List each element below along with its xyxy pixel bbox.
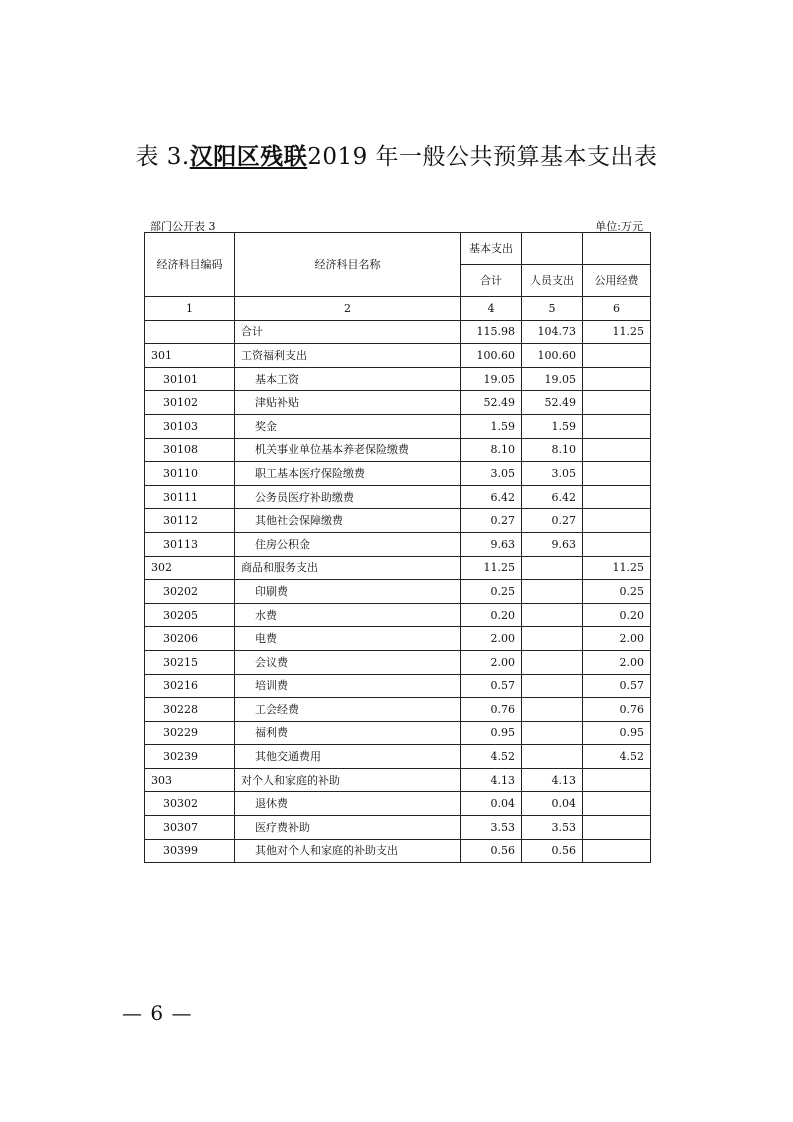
row-total: 1.59 bbox=[461, 414, 522, 438]
header-total: 合计 bbox=[461, 265, 522, 297]
title-org: 汉阳区残联 bbox=[189, 143, 308, 170]
row-total: 52.49 bbox=[461, 391, 522, 415]
row-total: 3.53 bbox=[461, 816, 522, 840]
row-public bbox=[583, 792, 651, 816]
row-personnel: 6.42 bbox=[522, 485, 583, 509]
row-public: 4.52 bbox=[583, 745, 651, 769]
row-personnel bbox=[522, 556, 583, 580]
col-num: 1 bbox=[145, 297, 235, 321]
row-code: 30101 bbox=[145, 367, 235, 391]
row-personnel: 52.49 bbox=[522, 391, 583, 415]
row-personnel bbox=[522, 745, 583, 769]
row-public: 2.00 bbox=[583, 650, 651, 674]
table-row bbox=[145, 839, 651, 863]
row-code: 30103 bbox=[145, 414, 235, 438]
total-personnel: 104.73 bbox=[522, 320, 583, 344]
row-code: 30205 bbox=[145, 603, 235, 627]
row-total: 2.00 bbox=[461, 650, 522, 674]
table-label: 部门公开表 3 bbox=[150, 220, 216, 233]
title-prefix: 表 3. bbox=[135, 144, 190, 170]
header-empty-cell bbox=[583, 233, 651, 265]
header-code: 经济科目编码 bbox=[145, 233, 235, 297]
row-personnel: 9.63 bbox=[522, 532, 583, 556]
col-num: 6 bbox=[583, 297, 651, 321]
row-name: 医疗费补助 bbox=[235, 816, 461, 840]
table-row bbox=[145, 674, 651, 698]
row-personnel bbox=[522, 721, 583, 745]
table-row bbox=[145, 485, 651, 509]
row-code: 30239 bbox=[145, 745, 235, 769]
row-total: 0.20 bbox=[461, 603, 522, 627]
row-total: 0.04 bbox=[461, 792, 522, 816]
row-public bbox=[583, 391, 651, 415]
table-row bbox=[145, 792, 651, 816]
col-num: 4 bbox=[461, 297, 522, 321]
header-personnel: 人员支出 bbox=[522, 265, 583, 297]
row-name: 机关事业单位基本养老保险缴费 bbox=[235, 438, 461, 462]
row-code: 30113 bbox=[145, 532, 235, 556]
row-total: 4.13 bbox=[461, 768, 522, 792]
row-name: 津贴补贴 bbox=[235, 391, 461, 415]
title-suffix: 2019 年一般公共预算基本支出表 bbox=[307, 144, 658, 170]
row-public bbox=[583, 532, 651, 556]
row-name: 对个人和家庭的补助 bbox=[235, 768, 461, 792]
row-name: 工会经费 bbox=[235, 698, 461, 722]
table-row bbox=[145, 627, 651, 651]
row-name: 其他对个人和家庭的补助支出 bbox=[235, 839, 461, 863]
row-total: 9.63 bbox=[461, 532, 522, 556]
row-personnel bbox=[522, 698, 583, 722]
row-public bbox=[583, 768, 651, 792]
total-public: 11.25 bbox=[583, 320, 651, 344]
row-code: 30102 bbox=[145, 391, 235, 415]
row-code: 30111 bbox=[145, 485, 235, 509]
row-code: 30399 bbox=[145, 839, 235, 863]
table-row bbox=[145, 745, 651, 769]
row-personnel: 0.04 bbox=[522, 792, 583, 816]
row-public: 0.95 bbox=[583, 721, 651, 745]
row-personnel: 3.53 bbox=[522, 816, 583, 840]
row-personnel: 4.13 bbox=[522, 768, 583, 792]
row-public: 11.25 bbox=[583, 556, 651, 580]
page-number: — 6 — bbox=[122, 1001, 193, 1025]
row-public bbox=[583, 816, 651, 840]
row-name: 福利费 bbox=[235, 721, 461, 745]
table-row bbox=[145, 462, 651, 486]
row-code: 30206 bbox=[145, 627, 235, 651]
row-public bbox=[583, 462, 651, 486]
row-total: 3.05 bbox=[461, 462, 522, 486]
header-basic: 基本支出 bbox=[461, 233, 522, 265]
row-code: 30108 bbox=[145, 438, 235, 462]
row-public: 2.00 bbox=[583, 627, 651, 651]
row-name: 水费 bbox=[235, 603, 461, 627]
row-code: 303 bbox=[145, 768, 235, 792]
row-name: 商品和服务支出 bbox=[235, 556, 461, 580]
table-row bbox=[145, 650, 651, 674]
total-total: 115.98 bbox=[461, 320, 522, 344]
row-total: 0.27 bbox=[461, 509, 522, 533]
header-row-1 bbox=[145, 233, 651, 265]
row-name: 其他交通费用 bbox=[235, 745, 461, 769]
table-row bbox=[145, 367, 651, 391]
row-name: 印刷费 bbox=[235, 580, 461, 604]
table-row bbox=[145, 580, 651, 604]
table-row bbox=[145, 391, 651, 415]
table-row bbox=[145, 816, 651, 840]
row-total: 4.52 bbox=[461, 745, 522, 769]
table-row bbox=[145, 556, 651, 580]
row-name: 职工基本医疗保险缴费 bbox=[235, 462, 461, 486]
row-code: 30216 bbox=[145, 674, 235, 698]
row-total: 0.76 bbox=[461, 698, 522, 722]
row-name: 基本工资 bbox=[235, 367, 461, 391]
row-total: 6.42 bbox=[461, 485, 522, 509]
col-num: 2 bbox=[235, 297, 461, 321]
row-code: 30215 bbox=[145, 650, 235, 674]
row-name: 会议费 bbox=[235, 650, 461, 674]
row-personnel: 8.10 bbox=[522, 438, 583, 462]
unit-label: 单位:万元 bbox=[595, 220, 643, 233]
total-code bbox=[145, 320, 235, 344]
row-code: 301 bbox=[145, 344, 235, 368]
row-code: 30228 bbox=[145, 698, 235, 722]
table-row bbox=[145, 698, 651, 722]
row-personnel: 1.59 bbox=[522, 414, 583, 438]
header-empty-cell bbox=[522, 233, 583, 265]
row-personnel bbox=[522, 650, 583, 674]
row-public: 0.25 bbox=[583, 580, 651, 604]
table-row bbox=[145, 344, 651, 368]
row-name: 工资福利支出 bbox=[235, 344, 461, 368]
total-name: 合计 bbox=[235, 320, 461, 344]
row-name: 其他社会保障缴费 bbox=[235, 509, 461, 533]
row-personnel bbox=[522, 627, 583, 651]
row-total: 8.10 bbox=[461, 438, 522, 462]
row-personnel bbox=[522, 603, 583, 627]
row-public bbox=[583, 485, 651, 509]
table-row bbox=[145, 414, 651, 438]
row-public: 0.57 bbox=[583, 674, 651, 698]
row-name: 住房公积金 bbox=[235, 532, 461, 556]
row-code: 302 bbox=[145, 556, 235, 580]
table-row bbox=[145, 768, 651, 792]
table-row bbox=[145, 509, 651, 533]
row-total: 0.25 bbox=[461, 580, 522, 604]
row-name: 奖金 bbox=[235, 414, 461, 438]
row-name: 培训费 bbox=[235, 674, 461, 698]
row-code: 30229 bbox=[145, 721, 235, 745]
row-public bbox=[583, 414, 651, 438]
row-code: 30307 bbox=[145, 816, 235, 840]
row-name: 退休费 bbox=[235, 792, 461, 816]
table-row bbox=[145, 438, 651, 462]
row-personnel: 0.56 bbox=[522, 839, 583, 863]
col-num: 5 bbox=[522, 297, 583, 321]
budget-table bbox=[144, 232, 651, 863]
table-row bbox=[145, 532, 651, 556]
row-personnel bbox=[522, 674, 583, 698]
page-title bbox=[0, 138, 793, 171]
row-personnel bbox=[522, 580, 583, 604]
row-total: 0.57 bbox=[461, 674, 522, 698]
table-row bbox=[145, 721, 651, 745]
row-total: 2.00 bbox=[461, 627, 522, 651]
row-code: 30202 bbox=[145, 580, 235, 604]
row-public bbox=[583, 367, 651, 391]
row-public: 0.20 bbox=[583, 603, 651, 627]
total-row bbox=[145, 320, 651, 344]
row-personnel: 100.60 bbox=[522, 344, 583, 368]
row-personnel: 0.27 bbox=[522, 509, 583, 533]
row-personnel: 19.05 bbox=[522, 367, 583, 391]
row-total: 11.25 bbox=[461, 556, 522, 580]
row-total: 0.56 bbox=[461, 839, 522, 863]
row-name: 公务员医疗补助缴费 bbox=[235, 485, 461, 509]
row-code: 30302 bbox=[145, 792, 235, 816]
row-code: 30112 bbox=[145, 509, 235, 533]
row-public bbox=[583, 438, 651, 462]
table-row bbox=[145, 603, 651, 627]
row-personnel: 3.05 bbox=[522, 462, 583, 486]
row-public bbox=[583, 344, 651, 368]
row-total: 100.60 bbox=[461, 344, 522, 368]
header-name: 经济科目名称 bbox=[235, 233, 461, 297]
row-total: 0.95 bbox=[461, 721, 522, 745]
row-public bbox=[583, 509, 651, 533]
header-public: 公用经费 bbox=[583, 265, 651, 297]
row-name: 电费 bbox=[235, 627, 461, 651]
row-code: 30110 bbox=[145, 462, 235, 486]
row-public: 0.76 bbox=[583, 698, 651, 722]
row-total: 19.05 bbox=[461, 367, 522, 391]
column-number-row bbox=[145, 297, 651, 321]
row-public bbox=[583, 839, 651, 863]
